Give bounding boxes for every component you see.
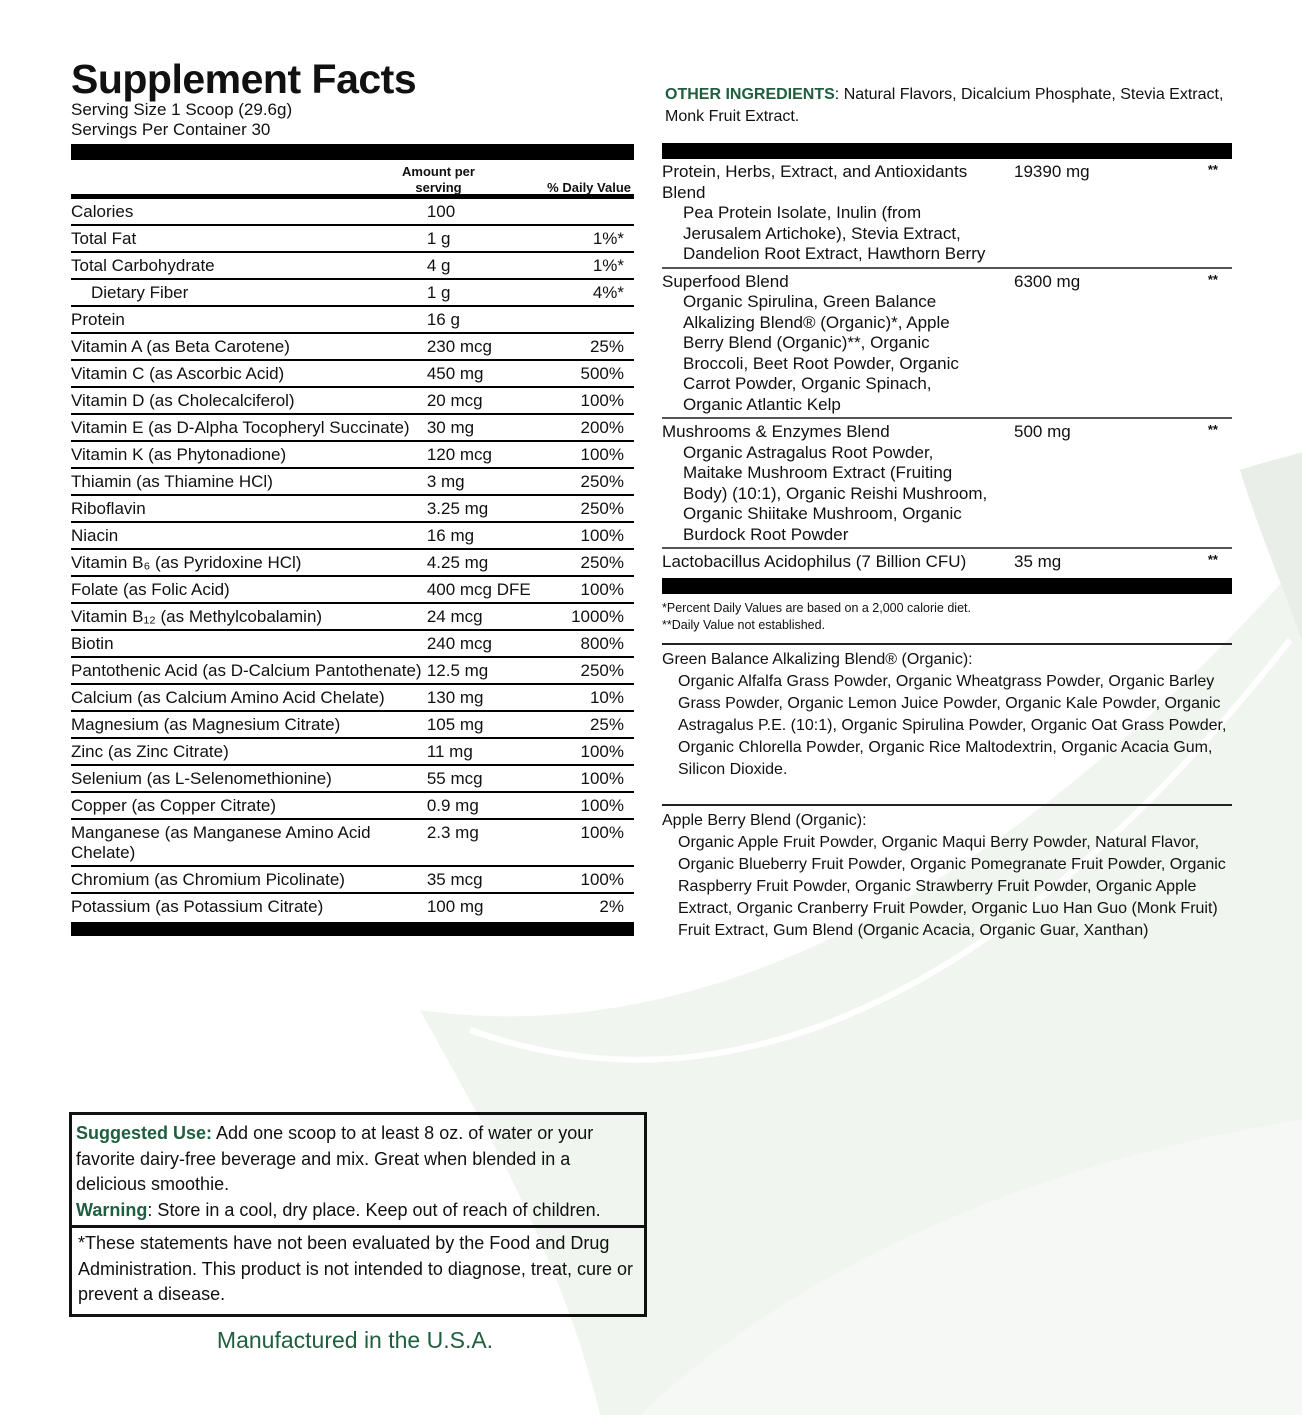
nutrient-name: Chromium (as Chromium Picolinate) [71, 870, 345, 889]
nutrient-amount: 1 g [426, 283, 451, 302]
nutrient-name: Copper (as Copper Citrate) [71, 796, 277, 815]
table-row [71, 199, 634, 225]
table-row [71, 360, 634, 387]
blend-name: Mushrooms & Enzymes Blend [662, 422, 890, 441]
daily-value-header: % Daily Value [547, 180, 631, 195]
blend-amount: 35 mg [1014, 552, 1062, 571]
nutrient-dv: 10% [589, 688, 624, 707]
nutrient-name: Biotin [71, 634, 114, 653]
table-row [71, 333, 634, 360]
nutrient-name: Pantothenic Acid (as D-Calcium Pantothenate) [71, 661, 422, 680]
table-row [71, 866, 634, 893]
nutrient-dv: 100% [580, 526, 624, 545]
nutrient-dv: 100% [580, 742, 624, 761]
nutrient-dv: 4%* [592, 283, 624, 302]
supplement-facts-panel [71, 58, 634, 936]
amount-header-line1: Amount per [402, 164, 475, 179]
blend-ingredients: Organic Spirulina, Green Balance Alkalizing Blend® (Organic)*, Apple Berry Blend (Organic)**, Organic Broccoli, Beet Root Powder, Organic Carrot Powder, Organic Spinach, Organic Atlantic Kelp [683, 292, 959, 414]
nutrient-amount: 35 mcg [426, 870, 483, 889]
table-row [71, 792, 634, 819]
other-ingredients [662, 84, 1232, 128]
nutrient-amount: 1 g [426, 229, 451, 248]
nutrient-amount: 400 mcg DFE [426, 580, 531, 599]
green-balance-title: Green Balance Alkalizing Blend® (Organic): [662, 650, 973, 668]
warning-text: : Store in a cool, dry place. Keep out of reach of children. [147, 1199, 601, 1220]
nutrient-amount: 55 mcg [426, 769, 483, 788]
other-ingredients-text: : Natural Flavors, Dicalcium Phosphate, Stevia Extract, Monk Fruit Extract. [665, 86, 1224, 125]
green-balance-ingredients: Organic Alfalfa Grass Powder, Organic Wheatgrass Powder, Organic Barley Grass Powder, Organic Lemon Juice Powder, Organic Kale Powder, Organic Astragalus P.E. (10:1), Organic Spirulina Powder, Organic Oat Grass Powder, Organic Chlorella Powder, Organic Rice Maltodextrin, Organic Acacia Gum, Silicon Dioxide. [678, 672, 1227, 778]
nutrient-dv: 100% [580, 823, 624, 842]
nutrient-name: Calcium (as Calcium Amino Acid Chelate) [71, 688, 385, 707]
nutrient-dv: 25% [589, 715, 624, 734]
nutrient-name: Manganese (as Manganese Amino Acid Chelate) [71, 823, 371, 862]
nutrient-dv: 250% [580, 472, 624, 491]
amount-per-serving-header [381, 164, 496, 196]
apple-berry-ingredients: Organic Apple Fruit Powder, Organic Maqui Berry Powder, Natural Flavor, Organic Blueberry Fruit Powder, Organic Pomegranate Fruit Powder, Organic Raspberry Fruit Powder, Organic Strawberry Fruit Powder, Organic Apple Extract, Organic Cranberry Fruit Powder, Organic Luo Han Guo (Monk Fruit) Fruit Extract, Gum Blend (Organic Acacia, Organic Guar, Xanthan) [678, 833, 1226, 939]
nutrient-dv: 2% [599, 897, 624, 916]
nutrient-dv: 500% [580, 364, 624, 383]
nutrient-name: Vitamin E (as D-Alpha Tocopheryl Succinate) [71, 418, 410, 437]
table-row [71, 711, 634, 738]
fda-statement: *These statements have not been evaluated by the Food and Drug Administration. This product is not intended to diagnose, treat, cure or prevent a disease. [72, 1225, 644, 1314]
nutrient-dv: 100% [580, 445, 624, 464]
table-row [71, 225, 634, 252]
blend-name: Superfood Blend [662, 271, 789, 291]
nutrient-dv [571, 306, 634, 333]
nutrient-dv: 250% [580, 553, 624, 572]
section-rule [662, 643, 1232, 645]
table-row [71, 414, 634, 441]
nutrient-dv: 250% [580, 499, 624, 518]
blend-amount: 500 mg [1014, 422, 1071, 441]
dv-footnote: *Percent Daily Values are based on a 2,000 calorie diet. [662, 600, 971, 615]
nutrient-name: Vitamin K (as Phytonadione) [71, 445, 287, 464]
nutrient-name: Vitamin C (as Ascorbic Acid) [71, 364, 285, 383]
table-row [71, 684, 634, 711]
nutrient-name: Dietary Fiber [91, 283, 189, 302]
section-rule [662, 804, 1232, 806]
nutrient-dv: 100% [580, 391, 624, 410]
nutrient-name: Folate (as Folic Acid) [71, 580, 230, 599]
nutrient-dv: 100% [580, 870, 624, 889]
blend-ingredients: Organic Astragalus Root Powder, Maitake Mushroom Extract (Fruiting Body) (10:1), Organic Reishi Mushroom, Organic Shiitake Mushroom, Organic Burdock Root Powder [683, 442, 988, 544]
nutrient-name: Vitamin A (as Beta Carotene) [71, 337, 290, 356]
blend-row [662, 159, 1232, 269]
facts-header [71, 160, 634, 194]
nutrient-amount: 3 mg [426, 472, 465, 491]
table-row [71, 576, 634, 603]
other-ingredients-label: OTHER INGREDIENTS [665, 86, 835, 103]
nutrient-name: Niacin [71, 526, 119, 545]
nutrient-amount: 105 mg [426, 715, 484, 734]
nutrient-name: Vitamin D (as Cholecalciferol) [71, 391, 295, 410]
table-row [71, 468, 634, 495]
suggested-use-text: Add one scoop to at least 8 oz. of water or your favorite dairy-free beverage and mix. Great when blended in a delicious smoothie. [76, 1123, 594, 1194]
nutrient-name: Protein [71, 310, 125, 329]
apple-berry-title: Apple Berry Blend (Organic): [662, 811, 867, 829]
table-row [71, 387, 634, 414]
nutrient-amount: 11 mg [426, 742, 473, 761]
table-row [71, 819, 634, 866]
usage-box [69, 1112, 647, 1317]
blend-dv: ** [1207, 422, 1218, 437]
blend-dv: ** [1207, 552, 1218, 567]
table-row [71, 893, 634, 919]
nutrient-name: Riboflavin [71, 499, 146, 518]
warning-label: Warning [76, 1199, 148, 1220]
nutrient-name: Zinc (as Zinc Citrate) [71, 742, 229, 761]
nutrient-amount: 100 mg [426, 897, 484, 916]
nutrient-amount: 3.25 mg [426, 499, 489, 518]
nutrient-amount: 240 mcg [426, 634, 493, 653]
nutrient-amount: 120 mcg [426, 445, 493, 464]
nutrient-dv: 100% [580, 796, 624, 815]
nutrient-amount: 0.9 mg [426, 796, 479, 815]
serving-size: Serving Size 1 Scoop (29.6g) [71, 100, 293, 119]
table-row [71, 522, 634, 549]
blend-row [662, 269, 1232, 420]
table-row [71, 441, 634, 468]
blend-amount: 19390 mg [1014, 162, 1090, 181]
blend-name: Protein, Herbs, Extract, and Antioxidants Blend [662, 162, 968, 202]
table-row [71, 306, 634, 333]
nutrient-amount: 4 g [426, 256, 451, 275]
footnotes [662, 594, 1232, 634]
divider-bar [71, 144, 634, 160]
nutrient-amount: 16 g [426, 310, 460, 329]
nutrient-dv [571, 199, 634, 225]
blend-name: Lactobacillus Acidophilus (7 Billion CFU) [662, 552, 967, 571]
blend-row [662, 549, 1232, 575]
nutrient-dv: 25% [589, 337, 624, 356]
divider-bar [662, 578, 1232, 594]
nutrient-name: Total Fat [71, 229, 137, 248]
nutrient-name: Magnesium (as Magnesium Citrate) [71, 715, 341, 734]
blend-ingredients: Pea Protein Isolate, Inulin (from Jerusalem Artichoke), Stevia Extract, Dandelion Root Extract, Hawthorn Berry [683, 203, 986, 263]
table-row [71, 738, 634, 765]
nutrient-dv: 100% [580, 769, 624, 788]
table-row [71, 657, 634, 684]
table-row [71, 765, 634, 792]
table-row [71, 603, 634, 630]
nutrient-amount: 100 [426, 202, 456, 221]
suggested-use-section [72, 1115, 644, 1225]
nutrient-name: Vitamin B₆ (as Pyridoxine HCl) [71, 553, 302, 572]
suggested-use-label: Suggested Use: [76, 1123, 213, 1143]
ingredients-panel [662, 84, 1232, 942]
nutrient-dv: 250% [580, 661, 624, 680]
nutrient-dv: 200% [580, 418, 624, 437]
table-row [71, 279, 634, 306]
nutrient-amount: 230 mcg [426, 337, 493, 356]
divider-bar [662, 143, 1232, 159]
nutrient-amount: 4.25 mg [426, 553, 489, 572]
blend-dv: ** [1207, 271, 1218, 287]
nutrient-dv: 1000% [571, 607, 624, 626]
nutrient-name: Calories [71, 202, 134, 221]
blend-amount: 6300 mg [1014, 271, 1081, 291]
nutrient-amount: 130 mg [426, 688, 484, 707]
nutrient-dv: 100% [580, 580, 624, 599]
nutrient-name: Total Carbohydrate [71, 256, 215, 275]
nutrient-amount: 12.5 mg [426, 661, 489, 680]
nutrient-name: Selenium (as L-Selenomethionine) [71, 769, 332, 788]
servings-per-container: Servings Per Container 30 [71, 120, 271, 139]
blend-dv: ** [1207, 162, 1218, 177]
nutrient-dv: 1%* [592, 229, 624, 248]
nutrient-name: Vitamin B₁₂ (as Methylcobalamin) [71, 607, 323, 626]
panel-title: Supplement Facts [71, 56, 417, 102]
nutrient-amount: 30 mg [426, 418, 475, 437]
manufactured-origin: Manufactured in the U.S.A. [216, 1327, 494, 1353]
divider-bar [71, 922, 634, 936]
nutrient-name: Potassium (as Potassium Citrate) [71, 897, 324, 916]
nutrient-amount: 450 mg [426, 364, 484, 383]
amount-header-line2: serving [415, 180, 462, 195]
not-established-footnote: **Daily Value not established. [662, 617, 826, 632]
nutrient-amount: 16 mg [426, 526, 475, 545]
blend-row [662, 419, 1232, 549]
table-row [71, 630, 634, 657]
nutrient-dv: 1%* [592, 256, 624, 275]
nutrient-dv: 800% [580, 634, 624, 653]
nutrient-name: Thiamin (as Thiamine HCl) [71, 472, 273, 491]
table-row [71, 495, 634, 522]
nutrient-amount: 2.3 mg [426, 823, 479, 842]
nutrient-table [71, 199, 634, 919]
nutrient-amount: 20 mcg [426, 391, 483, 410]
nutrient-amount: 24 mcg [426, 607, 483, 626]
table-row [71, 549, 634, 576]
table-row [71, 252, 634, 279]
